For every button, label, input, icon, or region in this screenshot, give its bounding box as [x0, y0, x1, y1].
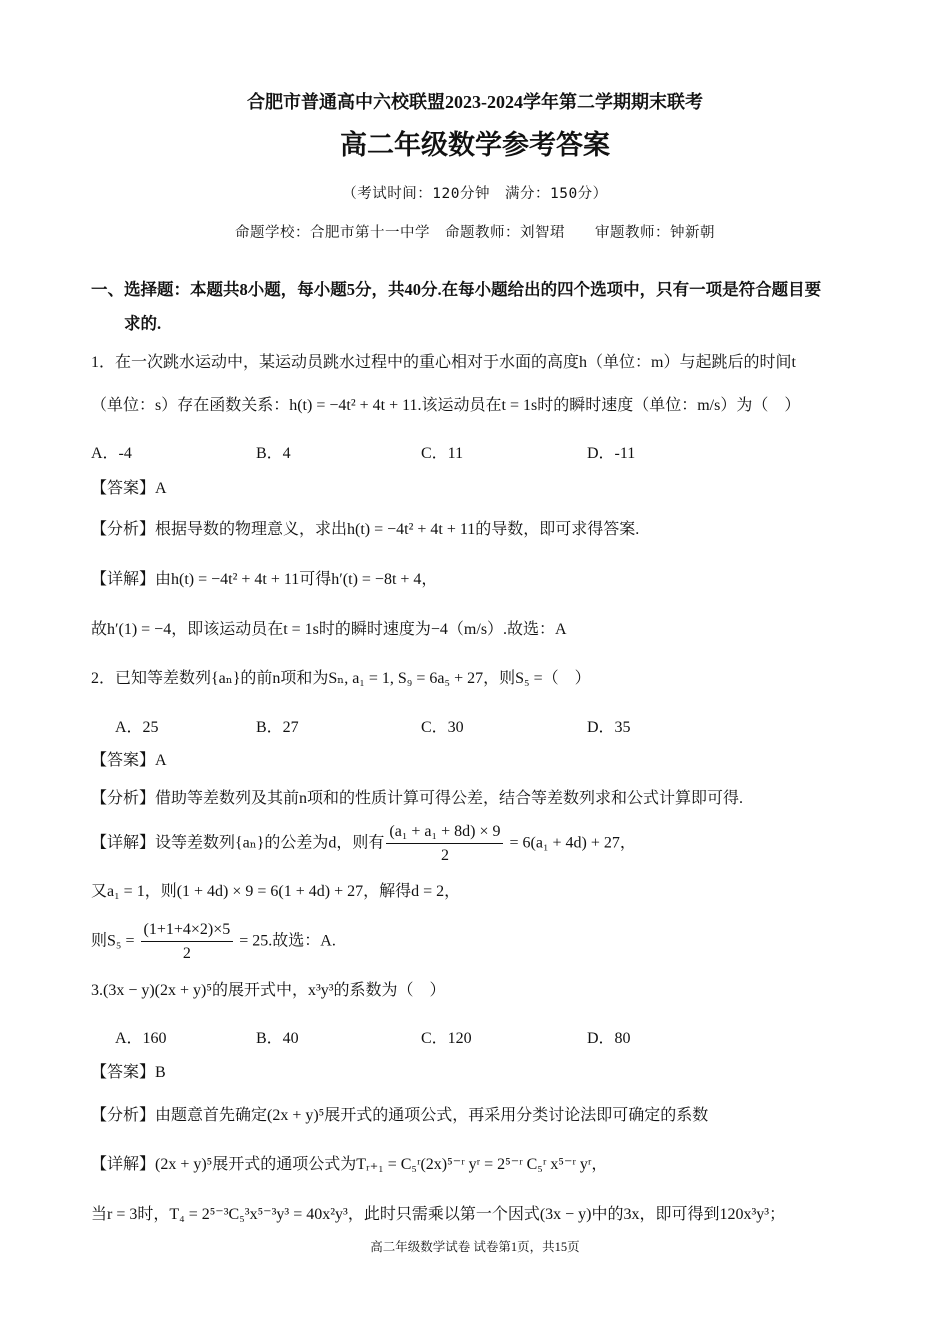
question-2-stem: 2．已知等差数列{aₙ}的前n项和为Sₙ, a₁ = 1, S₉ = 6a₅ + 27，则S₅ =（ ） [91, 670, 591, 687]
question-1-option-a: A．-4 [91, 445, 132, 462]
question-2-detail-prefix: 【详解】设等差数列{aₙ}的公差为d，则有 [91, 834, 385, 852]
question-2-detail [91, 822, 636, 865]
question-3-stem: 3.(3x − y)(2x + y)⁵的展开式中，x³y³的系数为（ ） [91, 982, 446, 999]
setter-info: 命题学校：合肥市第十一中学 命题教师：刘智珺 审题教师：钟新朝 [235, 225, 715, 241]
question-1-analysis: 【分析】根据导数的物理意义，求出h(t) = −4t² + 4t + 11的导数，即可求得答案. [91, 521, 640, 538]
question-1-stem: 1．在一次跳水运动中，某运动员跳水过程中的重心相对于水面的高度h（单位：m）与起跳后的时间t [91, 354, 796, 371]
question-1-option-b: B．4 [256, 445, 291, 462]
question-3-option-a: A．160 [115, 1030, 167, 1047]
question-2-final-prefix: 则S₅ = [91, 932, 139, 950]
question-2-option-d: D．35 [587, 719, 631, 736]
question-3-option-b: B．40 [256, 1030, 299, 1047]
fraction-denominator: 2 [440, 847, 449, 865]
question-1-detail: 【详解】由h(t) = −4t² + 4t + 11可得h′(t) = −8t + 4， [91, 571, 438, 588]
question-3-option-c: C．120 [421, 1030, 472, 1047]
section-title-cont: 求的. [124, 314, 162, 333]
question-3-detail: 【详解】(2x + y)⁵展开式的通项公式为Tᵣ₊₁ = C₅ʳ(2x)⁵⁻ʳ yʳ = 2⁵⁻ʳ C₅ʳ x⁵⁻ʳ yʳ， [91, 1156, 608, 1173]
document-title: 高二年级数学参考答案 [340, 130, 610, 160]
question-1-answer: 【答案】A [91, 480, 167, 497]
question-1-stem-cont: （单位：s）存在函数关系：h(t) = −4t² + 4t + 11.该运动员在t = 1s时的瞬时速度（单位：m/s）为（ ） [91, 397, 801, 414]
question-2-answer: 【答案】A [91, 752, 167, 769]
question-3-analysis: 【分析】由题意首先确定(2x + y)⁵展开式的通项公式，再采用分类讨论法即可确定的系数 [91, 1107, 709, 1124]
exam-info: （考试时间：120分钟 满分：150分） [342, 186, 608, 202]
question-1-option-d: D．-11 [587, 445, 636, 462]
question-2-detail-cont: 又a₁ = 1，则(1 + 4d) × 9 = 6(1 + 4d) + 27，解得d = 2， [91, 883, 461, 900]
question-2-final-fraction [141, 920, 234, 963]
fraction-numerator: (a₁ + a₁ + 8d) × 9 [386, 822, 503, 844]
question-1-detail-cont: 故h′(1) = −4，即该运动员在t = 1s时的瞬时速度为−4（m/s）.故选：A [91, 621, 567, 638]
fraction-denominator: 2 [182, 945, 191, 963]
page-footer: 高二年级数学试卷 试卷第1页，共15页 [370, 1240, 580, 1254]
exam-title: 合肥市普通高中六校联盟2023-2024学年第二学期期末联考 [247, 92, 703, 112]
question-2-option-b: B．27 [256, 719, 299, 736]
question-3-detail-cont: 当r = 3时，T₄ = 2⁵⁻³C₅³x⁵⁻³y³ = 40x²y³，此时只需乘以第一个因式(3x − y)中的3x，即可得到120x³y³； [91, 1206, 786, 1223]
question-2-option-c: C．30 [421, 719, 464, 736]
fraction-numerator: (1+1+4×2)×5 [141, 920, 234, 942]
section-title: 一、选择题：本题共8小题，每小题5分，共40分.在每小题给出的四个选项中，只有一项是符合题目要 [91, 280, 822, 299]
question-3-answer: 【答案】B [91, 1064, 166, 1081]
question-1-option-c: C．11 [421, 445, 464, 462]
question-2-detail-final [91, 920, 336, 963]
question-2-final-suffix: = 25.故选：A. [235, 932, 336, 950]
question-3-option-d: D．80 [587, 1030, 631, 1047]
question-2-analysis: 【分析】借助等差数列及其前n项和的性质计算可得公差，结合等差数列求和公式计算即可得. [91, 790, 744, 807]
question-2-detail-fraction [386, 822, 503, 865]
question-2-detail-suffix: = 6(a₁ + 4d) + 27， [505, 834, 636, 852]
question-2-option-a: A．25 [115, 719, 159, 736]
